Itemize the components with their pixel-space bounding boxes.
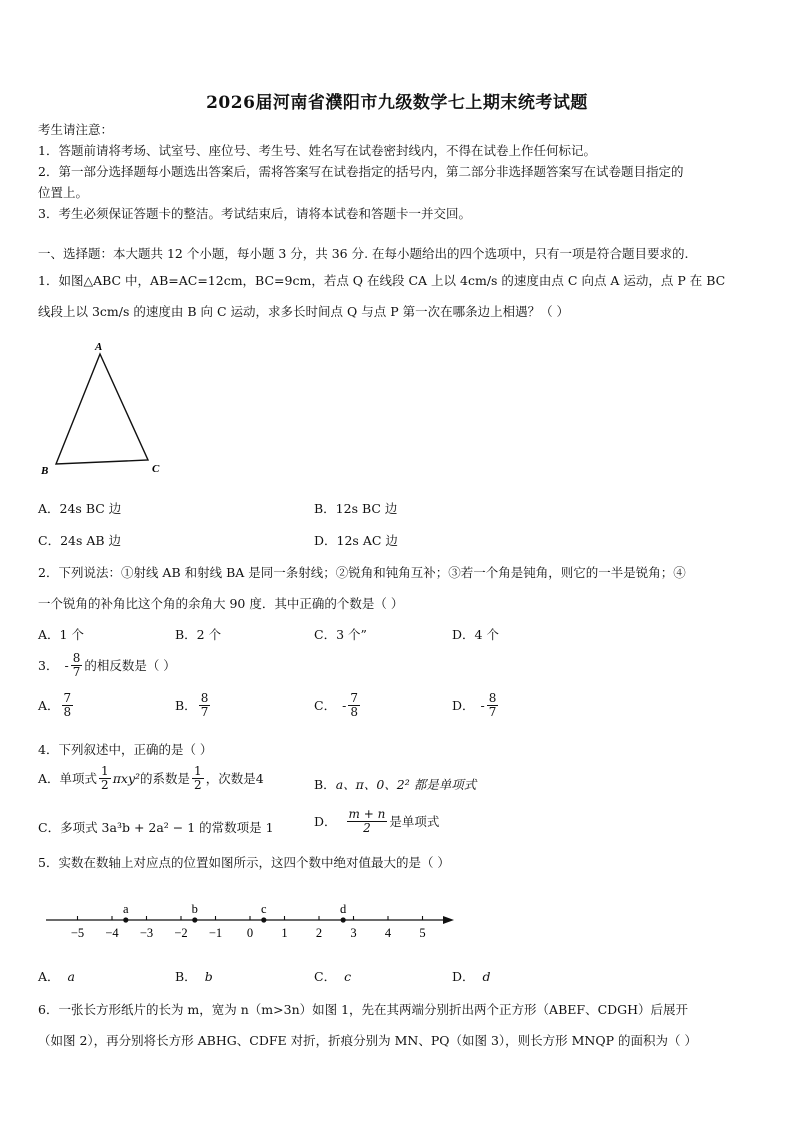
q2-option-a[interactable]: A．1 个 — [38, 627, 84, 642]
q3-option-c-sign: - — [342, 697, 347, 713]
q4-option-a-fraction-1 — [99, 765, 111, 791]
number-line-point-a — [123, 917, 128, 922]
q1-option-b[interactable]: B．12s BC 边 — [314, 501, 398, 516]
number-line-tick-label: −4 — [105, 926, 119, 940]
q3-option-d-fraction — [487, 692, 499, 718]
q5-option-a[interactable] — [38, 967, 75, 985]
triangle-figure — [36, 336, 176, 478]
q3-option-a-label: A． — [38, 698, 60, 714]
q3-option-b[interactable] — [175, 692, 212, 718]
q3-option-c-denominator: 8 — [350, 704, 358, 719]
q4-option-c[interactable] — [38, 818, 274, 836]
q5-option-a-var: a — [67, 969, 75, 984]
q3-option-b-numerator: 8 — [200, 691, 209, 705]
q4-option-d-numerator: m + n — [348, 807, 386, 821]
q4-option-c-label: C． — [38, 820, 61, 835]
number-line-point-b — [192, 917, 197, 922]
q3-option-c-numerator: 7 — [350, 691, 358, 705]
number-line-point-label-d: d — [340, 902, 347, 916]
number-line-tick-label: 4 — [384, 926, 392, 940]
q3-option-d-denominator: 7 — [488, 704, 497, 719]
q3-option-b-label: B． — [175, 698, 197, 714]
q3-option-a[interactable] — [38, 692, 75, 718]
number-line — [40, 892, 460, 944]
q3-minus-sign: - — [64, 657, 69, 673]
q1-line-1: 1．如图△ABC 中，AB=AC=12cm，BC=9cm，若点 Q 在线段 CA 上以 4cm/s 的速度由点 C 向点 A 运动，点 P 在 BC — [38, 273, 726, 288]
q3-option-d-label: D． — [452, 698, 475, 714]
section-header: 一、选择题：本大题共 12 个小题，每小题 3 分，共 36 分. 在每小题给出的四个选项中，只有一项是符合题目要求的. — [38, 246, 689, 261]
notice-line-4: 3．考生必须保证答题卡的整洁。考试结束后，请将本试卷和答题卡一并交回。 — [38, 206, 471, 221]
q4-option-d[interactable] — [314, 808, 439, 834]
q3-numerator: 8 — [72, 651, 81, 665]
vertex-a-label: A — [95, 341, 103, 353]
q3-option-c[interactable] — [314, 692, 362, 718]
q4-option-c-text: 多项式 3a³b + 2a² − 1 的常数项是 1 — [60, 820, 274, 835]
q5-stem: 5．实数在数轴上对应点的位置如图所示，这四个数中绝对值最大的是（ ） — [38, 855, 450, 870]
q3-option-c-label: C． — [314, 698, 337, 714]
q3-fraction — [71, 652, 83, 678]
q1-option-a[interactable]: A．24s BC 边 — [38, 501, 122, 516]
q4-option-a-f1-denominator: 2 — [101, 777, 109, 792]
notice-line-1: 1．答题前请将考场、试室号、座位号、考生号、姓名写在试卷密封线内，不得在试卷上作任何标记。 — [38, 143, 596, 158]
q3-option-b-fraction — [199, 692, 211, 718]
q4-option-a[interactable] — [38, 765, 264, 791]
q4-option-b-label: B． — [314, 777, 336, 792]
q3-option-a-fraction — [62, 692, 74, 718]
q4-option-a-f2-numerator: 1 — [194, 764, 202, 778]
q4-option-a-monomial: πxy² — [112, 770, 141, 786]
number-line-point-label-a: a — [123, 902, 129, 916]
number-line-tick-label: −5 — [70, 926, 85, 940]
notice-heading: 考生请注意： — [38, 122, 114, 137]
q4-option-a-label: A． — [38, 771, 60, 787]
exam-title: 2026届河南省濮阳市九级数学七上期末统考试题 — [206, 93, 588, 113]
number-line-tick-label: 3 — [350, 926, 357, 940]
notice-line-2: 2．第一部分选择题每小题选出答案后，需将答案写在试卷指定的括号内，第二部分非选择题答案写在试卷题目指定的 — [38, 164, 684, 179]
q5-option-b[interactable] — [175, 967, 213, 985]
number-line-point-d — [341, 917, 346, 922]
q5-option-d-var: d — [482, 969, 491, 984]
q3-option-a-numerator: 7 — [63, 691, 72, 705]
q2-line-1: 2．下列说法：①射线 AB 和射线 BA 是同一条射线；②锐角和钝角互补；③若一个角是钝角，则它的一半是锐角；④ — [38, 565, 686, 580]
number-line-tick-label: 5 — [419, 926, 426, 940]
q3-option-b-denominator: 7 — [200, 704, 209, 719]
q4-option-d-label: D． — [314, 814, 337, 830]
q4-option-b[interactable] — [314, 775, 476, 793]
q5-option-c[interactable] — [314, 967, 351, 985]
number-line-tick-label: −1 — [208, 926, 223, 940]
q3-option-d-sign: - — [480, 697, 485, 713]
q3-stem — [38, 652, 176, 678]
q4-option-d-fraction — [347, 808, 388, 834]
q2-option-d[interactable]: D．4 个 — [452, 627, 499, 642]
q5-option-d[interactable] — [452, 967, 491, 985]
number-line-point-label-b: b — [191, 902, 198, 916]
q3-option-c-fraction — [348, 692, 360, 718]
q1-option-c[interactable]: C．24s AB 边 — [38, 533, 122, 548]
vertex-c-label: C — [152, 463, 160, 475]
q2-option-b[interactable]: B．2 个 — [175, 627, 222, 642]
number-line-point-c — [261, 917, 266, 922]
q3-option-a-denominator: 8 — [63, 704, 72, 719]
q5-option-d-label: D． — [452, 969, 475, 984]
q5-option-c-var: c — [344, 969, 352, 984]
q1-option-d[interactable]: D．12s AC 边 — [314, 533, 398, 548]
q4-option-a-f2-denominator: 2 — [194, 777, 202, 792]
vertex-b-label: B — [41, 465, 49, 477]
q2-line-2: 一个锐角的补角比这个角的余角大 90 度．其中正确的个数是（ ） — [38, 596, 404, 611]
number-line-arrow — [443, 916, 454, 924]
triangle-abc — [56, 354, 148, 464]
notice-line-3: 位置上。 — [38, 185, 89, 200]
q5-option-c-label: C． — [314, 969, 337, 984]
number-line-point-label-c: c — [261, 902, 267, 916]
q3-number: 3． — [38, 658, 59, 674]
q5-option-b-var: b — [204, 969, 213, 984]
q4-option-d-denominator: 2 — [363, 820, 371, 835]
q4-option-a-fraction-2 — [192, 765, 204, 791]
q3-denominator: 7 — [72, 664, 81, 679]
q4-option-d-text: 是单项式 — [389, 814, 440, 830]
q3-option-d-numerator: 8 — [488, 691, 497, 705]
q4-stem: 4．下列叙述中，正确的是（ ） — [38, 742, 213, 757]
q2-option-c[interactable]: C．3 个” — [314, 627, 367, 642]
q1-line-2: 线段上以 3cm/s 的速度由 B 向 C 运动，求多长时间点 Q 与点 P 第一次在哪条边上相遇？（ ） — [38, 304, 570, 319]
number-line-tick-label: −3 — [139, 926, 154, 940]
q4-option-a-text-1: 单项式 — [59, 771, 98, 787]
q6-line-2: （如图 2），再分别将长方形 ABHG、CDFE 对折，折痕分别为 MN、PQ（如图 3），则长方形 MNQP 的面积为（ ） — [38, 1033, 697, 1048]
q5-option-a-label: A． — [38, 969, 60, 984]
number-line-tick-label: 2 — [315, 926, 323, 940]
q4-option-a-text-3: ，次数是4 — [205, 771, 264, 787]
q6-line-1: 6．一张长方形纸片的长为 m，宽为 n（m>3n）如图 1，先在其两端分别折出两个正方形（ABEF、CDGH）后展开 — [38, 1002, 689, 1017]
q4-option-b-text: a、π、0、2² 都是单项式 — [335, 777, 477, 792]
q3-suffix: 的相反数是（ ） — [84, 658, 176, 674]
number-line-tick-label: 0 — [246, 926, 254, 940]
number-line-tick-label: 1 — [281, 926, 288, 940]
q4-option-a-text-2: 的系数是 — [140, 771, 191, 787]
number-line-tick-label: −2 — [174, 926, 188, 940]
q4-option-a-f1-numerator: 1 — [101, 764, 109, 778]
q3-option-d[interactable] — [452, 692, 500, 718]
q5-option-b-label: B． — [175, 969, 197, 984]
